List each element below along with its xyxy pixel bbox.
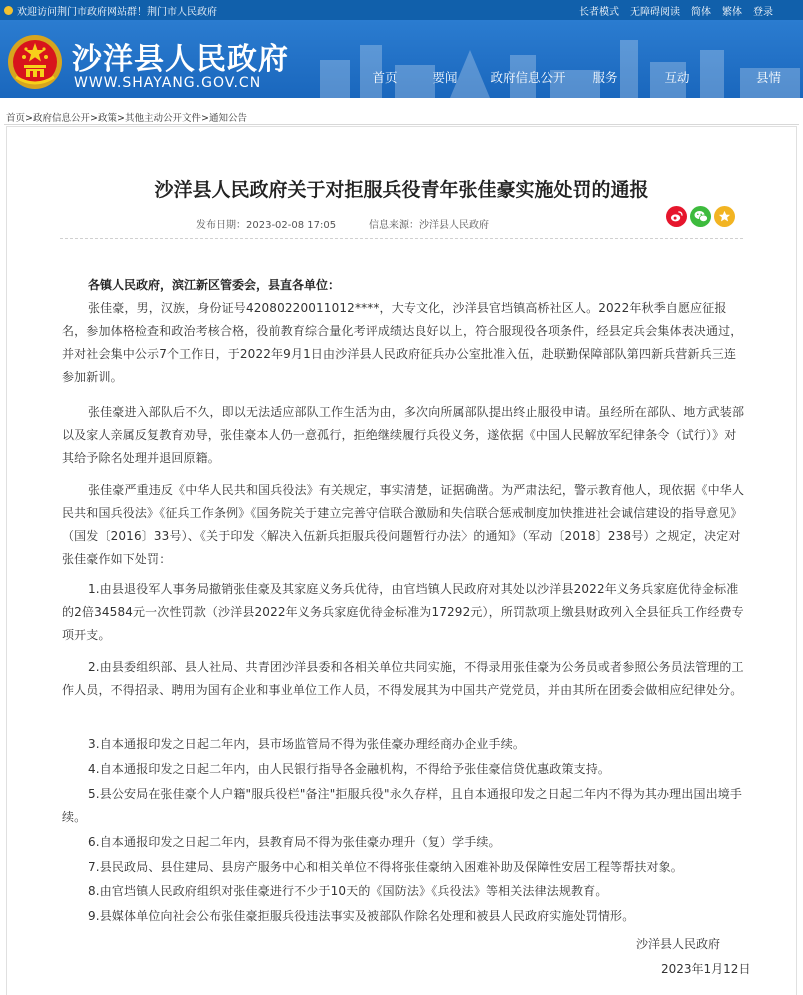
site-title[interactable]: 沙洋县人民政府: [72, 42, 289, 77]
welcome-text: 欢迎访问荆门市政府网站群！荆门市人民政府: [17, 7, 217, 18]
penalty-item-1: 1.由县退役军人事务局撤销张佳豪及其家庭义务兵优待，由官垱镇人民政府对其处以沙洋县2022年义务兵家庭优待金标准的2倍34584元一次性罚款（沙洋县2022年义务兵家庭优待金标准为17292元），所罚款项上缴县财政列入全县征兵工作经费专项开支。: [62, 582, 744, 642]
salutation: 各镇人民政府，滨江新区管委会，县直各单位：: [88, 278, 341, 292]
breadcrumb-separator: >: [200, 113, 209, 124]
paragraph-2: 张佳豪进入部队后不久，即以无法适应部队工作生活为由，多次向所属部队提出终止服役申请。虽经所在部队、地方武装部以及家人亲属反复教育劝导，张佳豪本人仍一意孤行，拒绝继续履行兵役义务，遂依据《中国人民解放军纪律条令（试行）》对其给予除名处理并退回原籍。: [62, 405, 745, 465]
penalty-item-8: 8.由官垱镇人民政府组织对张佳豪进行不少于10天的《国防法》《兵役法》等相关法律法规教育。: [88, 884, 608, 898]
penalty-item-2: 2.由县委组织部、县人社局、共青团沙洋县委和各相关单位共同实施，不得录用张佳豪为公务员或者参照公务员法管理的工作人员，不得招录、聘用为国有企业和事业单位工作人员，不得发展其为中国共产党党员，并由其所在团委会做相应纪律处分。: [62, 660, 744, 697]
top-links: [579, 3, 773, 18]
publish-date: 发布日期：2023-02-08 17:05: [196, 220, 337, 231]
breadcrumb-separator: >: [116, 113, 125, 124]
notice-icon: [4, 6, 13, 15]
sign-date: 2023年1月12日: [661, 962, 751, 976]
paragraph-1: 张佳豪，男，汉族，身份证号42080220011012****，大专文化，沙洋县官垱镇高桥社区人。2022年秋季自愿应征报名，参加体格检查和政治考核合格，役前教育综合量化考评成绩达良好以上，符合服现役各项条件，经县定兵会集体表决通过，并对社会集中公示7个工作日，于2022年9月1日由沙洋县人民政府征兵办公室批准入伍，赴联勤保障部队第四新兵营新兵三连参加新训。: [62, 301, 743, 384]
login-link[interactable]: 登录: [753, 7, 773, 18]
penalty-item-7: 7.县民政局、县住建局、县房产服务中心和相关单位不得将张佳豪纳入困难补助及保障性安居工程等帮扶对象。: [88, 860, 683, 874]
nav-services[interactable]: 服务: [592, 70, 618, 85]
elder-mode-link[interactable]: 长者模式: [579, 7, 619, 18]
top-bar: [0, 0, 803, 20]
nav-interaction[interactable]: 互动: [664, 70, 690, 85]
nav-info-disclosure[interactable]: 政府信息公开: [490, 70, 566, 85]
nav-news[interactable]: 要闻: [432, 70, 458, 85]
breadcrumb-divider: [4, 124, 799, 125]
penalty-item-3: 3.自本通报印发之日起二年内，县市场监管局不得为张佳豪办理经商办企业手续。: [88, 737, 526, 751]
weibo-icon[interactable]: [666, 206, 687, 227]
signature: 沙洋县人民政府: [636, 937, 721, 951]
article-title: 沙洋县人民政府关于对拒服兵役青年张佳豪实施处罚的通报: [154, 179, 649, 201]
nav-county-info[interactable]: 县情: [755, 70, 781, 85]
penalty-item-6: 6.自本通报印发之日起二年内，县教育局不得为张佳豪办理升（复）学手续。: [88, 835, 501, 849]
site-header: [0, 20, 803, 98]
skyline-decoration: [300, 20, 803, 98]
breadcrumb-notices[interactable]: 通知公告: [208, 113, 247, 124]
info-source: 信息来源：沙洋县人民政府: [369, 220, 489, 231]
accessibility-link[interactable]: 无障碍阅读: [630, 7, 680, 18]
breadcrumb-separator: >: [25, 113, 33, 124]
breadcrumb-policy[interactable]: 政策: [97, 113, 117, 124]
breadcrumb-separator: >: [90, 113, 98, 124]
breadcrumb-info-disclosure[interactable]: 政府信息公开: [32, 113, 90, 124]
share-buttons: [666, 206, 735, 227]
welcome-notice: [4, 3, 217, 18]
favorite-icon[interactable]: [714, 206, 735, 227]
simplified-link[interactable]: 简体: [691, 7, 711, 18]
title-divider: [60, 238, 743, 239]
site-url: WWW.SHAYANG.GOV.CN: [74, 75, 262, 91]
traditional-link[interactable]: 繁体: [722, 7, 742, 18]
penalty-item-5: 5.县公安局在张佳豪个人户籍"服兵役栏"备注"拒服兵役"永久存样，且自本通报印发之日起二年内不得为其办理出国出境手续。: [62, 787, 743, 824]
penalty-item-9: 9.县媒体单位向社会公布张佳豪拒服兵役违法事实及被部队作除名处理和被县人民政府实施处罚情形。: [88, 909, 635, 923]
penalty-item-4: 4.自本通报印发之日起二年内，由人民银行指导各金融机构，不得给予张佳豪信贷优惠政策支持。: [88, 762, 611, 776]
breadcrumb-home[interactable]: 首页: [6, 113, 26, 124]
breadcrumb: [6, 110, 247, 124]
main-nav: [355, 68, 781, 86]
paragraph-3: 张佳豪严重违反《中华人民共和国兵役法》有关规定，事实清楚，证据确凿。为严肃法纪，警示教育他人，现依据《中华人民共和国兵役法》《征兵工作条例》《国务院关于建立完善守信联合激励和失信联合惩戒制度加快推进社会诚信建设的指导意见》（国发〔2016〕33号）、《关于印发〈解决入伍新兵拒服兵役问题暂行办法〉的通知》（军动〔2018〕238号）之规定，决定对张佳豪作如下处罚：: [62, 483, 745, 566]
nav-home[interactable]: 首页: [372, 70, 398, 85]
breadcrumb-other-files[interactable]: 其他主动公开文件: [124, 113, 201, 124]
national-emblem-icon: [6, 33, 64, 91]
wechat-icon[interactable]: [690, 206, 711, 227]
